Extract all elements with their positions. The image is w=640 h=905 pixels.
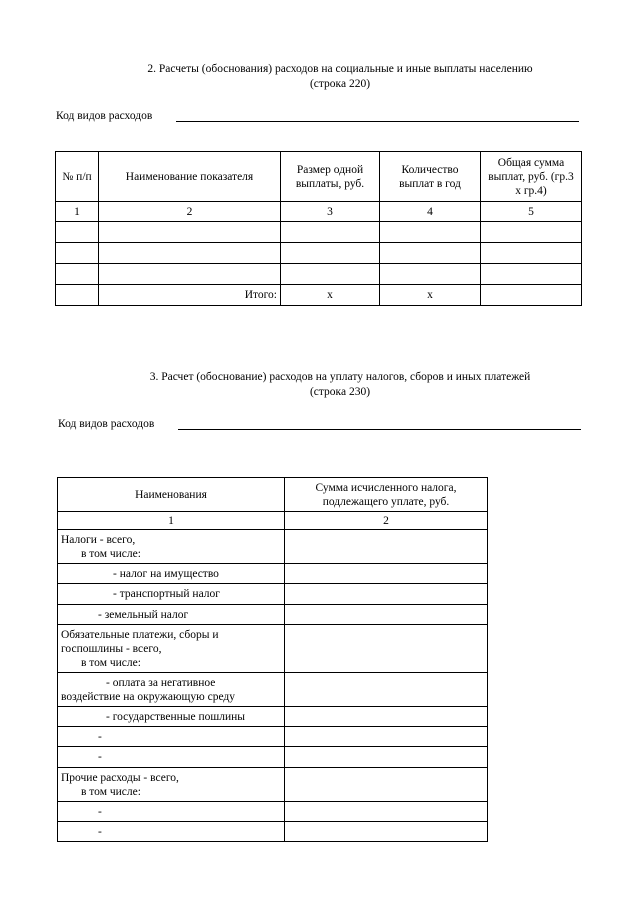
dash-row — [58, 822, 488, 842]
other-expenses-row — [58, 768, 488, 802]
land-tax-label: - земельный налог — [58, 605, 285, 625]
table-cell[interactable] — [380, 264, 481, 285]
table-header-row — [58, 478, 488, 512]
taxes-total-row — [58, 530, 488, 564]
table-cell[interactable] — [56, 264, 99, 285]
other-incl-text: в том числе: — [81, 785, 141, 798]
col-number-1: 1 — [58, 512, 285, 530]
table-cell[interactable] — [281, 222, 380, 243]
dash-label: - — [58, 802, 285, 822]
other-expenses-label — [58, 768, 285, 802]
section2-title — [60, 62, 620, 92]
taxes-total-label — [58, 530, 285, 564]
table-cell[interactable] — [285, 747, 488, 768]
total-row — [56, 285, 582, 306]
total-x-col4: х — [380, 285, 481, 306]
env-text-2: воздействие на окружающую среду — [61, 690, 236, 703]
mandatory-payments-label — [58, 625, 285, 673]
env-text-1: - оплата за негативное — [106, 676, 216, 689]
state-duties-row — [58, 707, 488, 727]
column-number-row — [56, 202, 582, 222]
header-payment-count: Количество выплат в год — [380, 152, 481, 202]
header-payment-size: Размер одной выплаты, руб. — [281, 152, 380, 202]
header-tax-sum: Сумма исчисленного налога, подлежащего уплате, руб. — [285, 478, 488, 512]
taxes-incl-text: в том числе: — [81, 547, 141, 560]
col-number-3: 3 — [281, 202, 380, 222]
total-label: Итого: — [99, 285, 281, 306]
table-cell[interactable] — [285, 530, 488, 564]
table-cell[interactable] — [56, 285, 99, 306]
table-cell[interactable] — [285, 727, 488, 747]
table-cell[interactable] — [285, 707, 488, 727]
environment-fee-row — [58, 673, 488, 707]
environment-fee-label — [58, 673, 285, 707]
section2-title-line1: 2. Расчеты (обоснования) расходов на социальные и иные выплаты населению — [147, 63, 533, 75]
section2-kod-label: Код видов расходов — [56, 110, 153, 122]
table-cell[interactable] — [481, 243, 582, 264]
col-number-5: 5 — [481, 202, 582, 222]
mandatory-incl-text: в том числе: — [81, 656, 141, 669]
header-name: Наименование показателя — [99, 152, 281, 202]
table-cell[interactable] — [99, 243, 281, 264]
mandatory-payments-row — [58, 625, 488, 673]
table-cell[interactable] — [99, 222, 281, 243]
table-cell[interactable] — [481, 264, 582, 285]
property-tax-label: - налог на имущество — [58, 564, 285, 584]
table-row — [56, 264, 582, 285]
table-cell[interactable] — [285, 822, 488, 842]
table-cell[interactable] — [285, 802, 488, 822]
mandatory-text-2: госпошлины - всего, — [61, 642, 162, 655]
dash-label: - — [58, 727, 285, 747]
state-duties-label: - государственные пошлины — [58, 707, 285, 727]
table-cell[interactable] — [285, 584, 488, 605]
column-number-row — [58, 512, 488, 530]
table-cell[interactable] — [285, 564, 488, 584]
dash-row — [58, 802, 488, 822]
header-total-sum: Общая сумма выплат, руб. (гр.3 х гр.4) — [481, 152, 582, 202]
dash-row — [58, 727, 488, 747]
transport-tax-row — [58, 584, 488, 605]
col-number-2: 2 — [285, 512, 488, 530]
col-number-1: 1 — [56, 202, 99, 222]
property-tax-row — [58, 564, 488, 584]
section2-kod-field[interactable] — [176, 121, 579, 122]
table-row — [56, 222, 582, 243]
table-cell[interactable] — [481, 285, 582, 306]
taxes-total-text: Налоги - всего, — [61, 533, 136, 546]
dash-label: - — [58, 822, 285, 842]
section3-title-line1: 3. Расчет (обоснование) расходов на уплату налогов, сборов и иных платежей — [149, 371, 531, 383]
col-number-4: 4 — [380, 202, 481, 222]
section3-kod-field[interactable] — [178, 429, 581, 430]
table-cell[interactable] — [56, 243, 99, 264]
section3-kod-label: Код видов расходов — [58, 418, 155, 430]
table-cell[interactable] — [285, 768, 488, 802]
taxes-table — [57, 477, 488, 842]
col-number-2: 2 — [99, 202, 281, 222]
land-tax-row — [58, 605, 488, 625]
section3-title — [60, 370, 620, 400]
total-x-col3: х — [281, 285, 380, 306]
dash-row — [58, 747, 488, 768]
section2-title-line2: (строка 220) — [309, 78, 371, 90]
dash-label: - — [58, 747, 285, 768]
table-cell[interactable] — [99, 264, 281, 285]
mandatory-text-1: Обязательные платежи, сборы и — [61, 628, 219, 641]
table-header-row — [56, 152, 582, 202]
table-cell[interactable] — [285, 673, 488, 707]
header-names: Наименования — [58, 478, 285, 512]
table-cell[interactable] — [481, 222, 582, 243]
section3-title-line2: (строка 230) — [309, 386, 371, 398]
social-payments-table — [55, 151, 582, 306]
table-cell[interactable] — [56, 222, 99, 243]
table-cell[interactable] — [380, 222, 481, 243]
table-cell[interactable] — [281, 264, 380, 285]
header-num: № п/п — [56, 152, 99, 202]
table-cell[interactable] — [281, 243, 380, 264]
other-total-text: Прочие расходы - всего, — [61, 771, 179, 784]
table-row — [56, 243, 582, 264]
table-cell[interactable] — [285, 605, 488, 625]
transport-tax-label: - транспортный налог — [58, 584, 285, 605]
table-cell[interactable] — [380, 243, 481, 264]
table-cell[interactable] — [285, 625, 488, 673]
